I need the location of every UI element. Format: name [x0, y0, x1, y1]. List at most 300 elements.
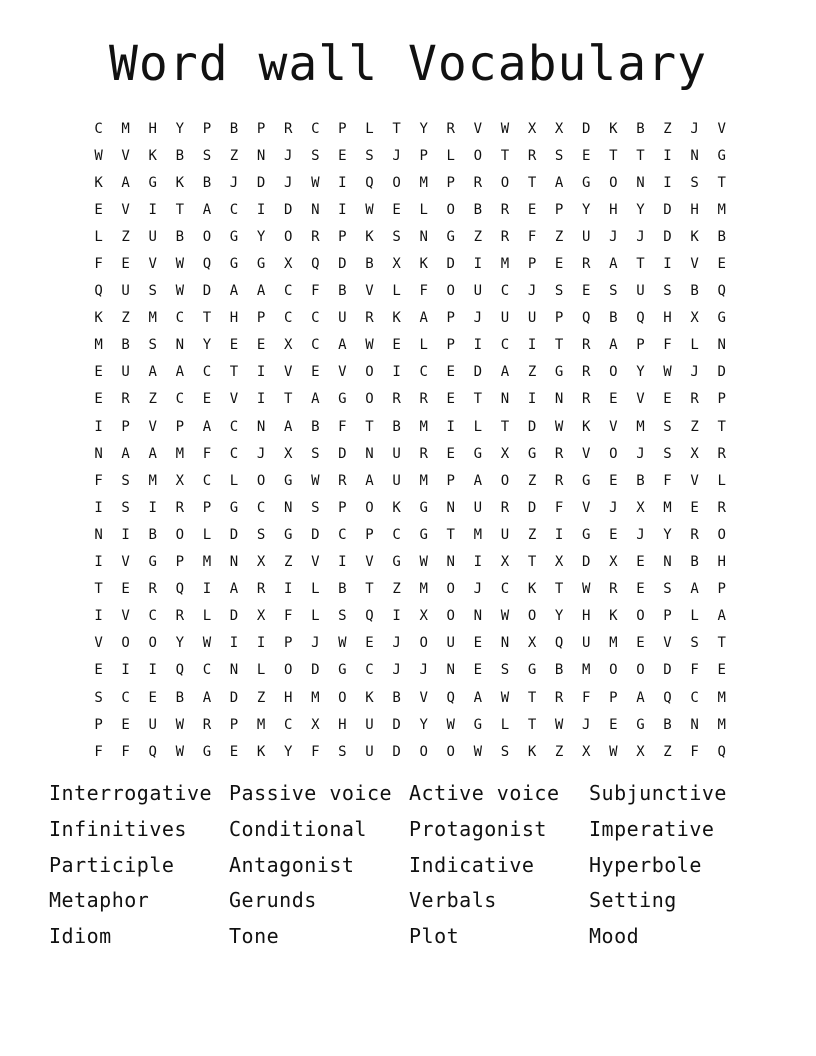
grid-letter: N — [446, 554, 455, 571]
grid-letter: C — [202, 364, 212, 381]
grid-letter: E — [94, 201, 103, 218]
grid-letter: W — [365, 337, 374, 354]
grid-letter: D — [717, 364, 726, 381]
grid-letter: R — [554, 689, 564, 706]
grid-letter: V — [473, 120, 483, 137]
grid-letter: O — [446, 608, 455, 625]
grid-letter: B — [392, 418, 401, 435]
grid-letter: E — [609, 716, 618, 733]
grid-letter: S — [121, 499, 130, 516]
grid-letter: N — [175, 337, 185, 354]
grid-letter: A — [283, 418, 293, 435]
grid-letter: N — [256, 147, 266, 164]
grid-letter: T — [554, 581, 564, 598]
grid-letter: V — [283, 364, 293, 381]
page-title: Word wall Vocabulary — [109, 36, 707, 92]
grid-letter: F — [283, 608, 293, 625]
grid-letter: M — [636, 418, 645, 435]
grid-letter: Y — [636, 364, 645, 381]
grid-letter: E — [121, 581, 130, 598]
grid-letter: W — [311, 472, 320, 489]
grid-letter: R — [446, 120, 455, 137]
grid-letter: C — [256, 499, 266, 516]
word-list-item: Active voice — [409, 781, 560, 805]
grid-letter: Z — [283, 554, 293, 571]
grid-letter: C — [121, 689, 130, 706]
grid-letter: F — [419, 283, 428, 300]
grid-letter: E — [446, 445, 455, 462]
grid-letter: N — [94, 526, 103, 543]
grid-letter: E — [527, 201, 537, 218]
grid-letter: Z — [554, 743, 564, 760]
grid-letter: J — [283, 174, 293, 191]
grid-letter: R — [473, 174, 483, 191]
grid-letter: E — [582, 283, 591, 300]
grid-letter: L — [311, 608, 320, 625]
grid-letter: G — [338, 662, 347, 679]
grid-letter: A — [175, 364, 185, 381]
grid-letter: D — [582, 120, 591, 137]
grid-letter: S — [148, 337, 157, 354]
grid-letter: V — [338, 364, 347, 381]
grid-letter: V — [582, 445, 591, 462]
grid-letter: D — [392, 743, 401, 760]
grid-letter: C — [229, 418, 239, 435]
grid-letter: E — [636, 581, 645, 598]
grid-letter: E — [473, 662, 483, 679]
grid-letter: B — [392, 689, 401, 706]
grid-letter: Y — [554, 608, 564, 625]
grid-letter: D — [527, 418, 537, 435]
grid-letter: S — [311, 499, 320, 516]
grid-letter: T — [500, 418, 510, 435]
grid-letter: W — [500, 689, 510, 706]
grid-letter: G — [527, 445, 537, 462]
grid-letter: H — [663, 310, 672, 327]
grid-letter: A — [229, 581, 239, 598]
word-list-item: Participle — [49, 852, 175, 877]
grid-letter: Z — [527, 472, 537, 489]
grid-letter: J — [609, 228, 618, 245]
grid-letter: X — [283, 337, 293, 354]
grid-letter: T — [500, 147, 510, 164]
grid-letter: B — [636, 472, 645, 489]
grid-letter: Q — [94, 283, 103, 300]
grid-letter: E — [446, 364, 455, 381]
grid-letter: E — [392, 337, 401, 354]
grid-letter: N — [283, 499, 293, 516]
grid-letter: N — [663, 554, 672, 571]
grid-letter: V — [419, 689, 428, 706]
grid-letter: T — [365, 418, 374, 435]
grid-letter: Z — [229, 147, 239, 164]
grid-letter: J — [473, 581, 483, 598]
grid-letter: D — [582, 554, 591, 571]
grid-letter: R — [175, 608, 185, 625]
grid-letter: K — [175, 174, 185, 191]
grid-letter: L — [717, 472, 726, 489]
grid-letter: C — [229, 201, 239, 218]
grid-letter: O — [283, 228, 293, 245]
grid-letter: X — [419, 608, 428, 625]
grid-letter: A — [609, 256, 618, 273]
grid-letter: X — [582, 743, 591, 760]
grid-letter: X — [690, 310, 699, 327]
grid-letter: D — [229, 526, 239, 543]
grid-letter: G — [338, 391, 347, 408]
grid-letter: I — [283, 581, 293, 598]
grid-letter: X — [527, 120, 537, 137]
grid-letter: K — [392, 310, 401, 327]
grid-letter: P — [717, 391, 726, 408]
grid-letter: A — [636, 689, 645, 706]
grid-letter: E — [690, 499, 699, 516]
grid-letter: H — [229, 310, 239, 327]
grid-letter: G — [419, 526, 428, 543]
grid-letter: C — [690, 689, 699, 706]
grid-letter: E — [473, 635, 483, 652]
grid-letter: Y — [175, 635, 185, 652]
grid-letter: W — [609, 743, 618, 760]
grid-letter: B — [175, 147, 185, 164]
grid-letter: D — [663, 201, 672, 218]
grid-letter: I — [446, 418, 455, 435]
grid-letter: R — [419, 445, 428, 462]
grid-letter: R — [582, 391, 591, 408]
grid-letter: T — [717, 174, 726, 191]
grid-letter: J — [311, 635, 320, 652]
grid-letter: X — [527, 635, 537, 652]
word-list-item: Interrogative — [49, 781, 213, 805]
grid-letter: I — [94, 554, 103, 571]
grid-letter: V — [94, 635, 103, 652]
grid-letter: U — [392, 472, 401, 489]
grid-letter: G — [148, 554, 157, 571]
grid-letter: S — [121, 472, 130, 489]
grid-letter: G — [636, 716, 645, 733]
grid-letter: G — [148, 174, 157, 191]
word-list-item: Metaphor — [49, 888, 150, 913]
grid-letter: R — [283, 120, 293, 137]
word-list-item: Conditional — [229, 816, 367, 841]
grid-letter: V — [121, 608, 130, 625]
grid-letter: X — [392, 256, 401, 273]
grid-letter: A — [256, 283, 266, 300]
grid-letter: U — [527, 310, 537, 327]
grid-letter: E — [609, 472, 618, 489]
grid-letter: G — [717, 310, 726, 327]
grid-letter: W — [554, 418, 564, 435]
grid-letter: P — [202, 120, 212, 137]
grid-letter: G — [256, 256, 266, 273]
grid-letter: L — [500, 716, 510, 733]
grid-letter: P — [419, 147, 428, 164]
grid-letter: S — [365, 147, 374, 164]
grid-letter: T — [446, 526, 455, 543]
grid-letter: D — [338, 256, 347, 273]
grid-letter: J — [636, 228, 645, 245]
grid-letter: S — [554, 147, 564, 164]
grid-letter: K — [527, 581, 537, 598]
grid-letter: E — [94, 662, 103, 679]
grid-letter: H — [338, 716, 347, 733]
grid-letter: G — [582, 174, 591, 191]
grid-letter: S — [338, 743, 347, 760]
grid-letter: V — [365, 554, 374, 571]
grid-letter: E — [554, 256, 564, 273]
grid-letter: K — [582, 418, 591, 435]
grid-letter: B — [175, 689, 185, 706]
grid-letter: A — [717, 608, 726, 625]
grid-letter: O — [446, 201, 455, 218]
grid-letter: N — [419, 228, 428, 245]
grid-letter: S — [311, 445, 320, 462]
grid-letter: O — [446, 283, 455, 300]
grid-letter: V — [365, 283, 374, 300]
grid-letter: P — [256, 120, 266, 137]
grid-letter: P — [338, 499, 347, 516]
grid-letter: Q — [311, 256, 320, 273]
grid-letter: O — [446, 581, 455, 598]
grid-letter: Q — [175, 581, 185, 598]
grid-letter: D — [527, 499, 537, 516]
grid-letter: W — [175, 283, 185, 300]
word-list-item: Infinitives — [49, 816, 187, 841]
grid-letter: Q — [365, 608, 374, 625]
grid-letter: D — [311, 526, 320, 543]
grid-letter: C — [202, 472, 212, 489]
grid-letter: L — [94, 228, 103, 245]
word-list-item: Imperative — [589, 816, 715, 841]
grid-letter: D — [663, 662, 672, 679]
grid-letter: R — [256, 581, 266, 598]
grid-letter: Z — [148, 391, 157, 408]
grid-letter: B — [636, 120, 645, 137]
grid-letter: I — [94, 608, 103, 625]
grid-letter: F — [663, 472, 672, 489]
grid-letter: N — [500, 635, 510, 652]
grid-letter: U — [446, 635, 455, 652]
grid-letter: L — [202, 608, 212, 625]
grid-letter: X — [256, 608, 266, 625]
grid-letter: P — [609, 689, 618, 706]
grid-letter: V — [717, 120, 726, 137]
grid-letter: P — [256, 310, 266, 327]
grid-letter: F — [663, 337, 672, 354]
grid-letter: N — [554, 391, 564, 408]
grid-letter: A — [121, 174, 130, 191]
grid-letter: X — [311, 716, 320, 733]
grid-letter: W — [202, 635, 212, 652]
grid-letter: R — [311, 228, 320, 245]
grid-letter: K — [365, 689, 374, 706]
grid-letter: V — [148, 256, 157, 273]
grid-letter: I — [338, 554, 347, 571]
grid-letter: L — [311, 581, 320, 598]
grid-letter: T — [527, 689, 537, 706]
grid-letter: I — [256, 635, 266, 652]
grid-letter: B — [365, 256, 374, 273]
grid-letter: R — [717, 445, 726, 462]
grid-letter: I — [392, 608, 401, 625]
grid-letter: O — [500, 472, 510, 489]
grid-letter: B — [338, 283, 347, 300]
grid-letter: E — [717, 256, 726, 273]
grid-letter: S — [663, 283, 672, 300]
grid-letter: A — [338, 337, 347, 354]
grid-letter: O — [365, 391, 374, 408]
grid-letter: R — [121, 391, 130, 408]
grid-letter: I — [473, 337, 483, 354]
grid-letter: K — [392, 499, 401, 516]
grid-letter: N — [636, 174, 645, 191]
grid-letter: B — [148, 526, 157, 543]
grid-letter: V — [121, 147, 130, 164]
grid-letter: A — [554, 174, 564, 191]
grid-letter: U — [473, 499, 483, 516]
grid-letter: X — [636, 499, 645, 516]
letter-grid — [85, 115, 735, 765]
grid-letter: C — [500, 283, 510, 300]
grid-letter: X — [609, 554, 618, 571]
grid-letter: K — [527, 743, 537, 760]
grid-letter: J — [690, 120, 699, 137]
grid-letter: B — [175, 228, 185, 245]
grid-letter: Z — [663, 120, 672, 137]
grid-letter: P — [446, 472, 455, 489]
grid-letter: E — [311, 364, 320, 381]
grid-letter: M — [148, 310, 157, 327]
grid-letter: D — [473, 364, 483, 381]
grid-letter: L — [202, 526, 212, 543]
grid-letter: O — [365, 364, 374, 381]
grid-letter: V — [636, 391, 645, 408]
grid-letter: Y — [636, 201, 645, 218]
grid-letter: M — [419, 472, 428, 489]
grid-letter: W — [582, 581, 591, 598]
grid-letter: C — [229, 445, 239, 462]
grid-letter: S — [338, 608, 347, 625]
grid-letter: I — [663, 256, 672, 273]
grid-letter: A — [609, 337, 618, 354]
grid-letter: F — [94, 472, 103, 489]
grid-letter: N — [256, 418, 266, 435]
grid-letter: Q — [175, 662, 185, 679]
grid-letter: G — [202, 743, 212, 760]
grid-letter: C — [175, 391, 185, 408]
grid-letter: W — [446, 716, 455, 733]
grid-letter: C — [392, 526, 401, 543]
grid-letter: T — [283, 391, 293, 408]
grid-letter: S — [256, 526, 266, 543]
grid-letter: F — [554, 499, 564, 516]
grid-letter: Q — [446, 689, 455, 706]
grid-letter: O — [636, 608, 645, 625]
grid-letter: N — [365, 445, 374, 462]
grid-letter: O — [392, 174, 401, 191]
word-list-item: Hyperbole — [589, 852, 702, 877]
grid-letter: F — [311, 743, 320, 760]
grid-letter: B — [717, 228, 726, 245]
grid-letter: B — [690, 283, 699, 300]
grid-letter: R — [500, 499, 510, 516]
grid-letter: O — [473, 147, 483, 164]
grid-letter: N — [94, 445, 103, 462]
grid-letter: O — [338, 689, 347, 706]
grid-letter: C — [283, 310, 293, 327]
grid-letter: K — [94, 174, 103, 191]
grid-letter: U — [500, 310, 510, 327]
grid-letter: L — [392, 283, 401, 300]
grid-letter: E — [609, 526, 618, 543]
grid-letter: O — [500, 174, 510, 191]
grid-letter: J — [419, 662, 428, 679]
grid-letter: T — [636, 147, 645, 164]
grid-letter: E — [121, 716, 130, 733]
grid-letter: K — [94, 310, 103, 327]
grid-letter: H — [283, 689, 293, 706]
grid-letter: O — [283, 662, 293, 679]
grid-letter: D — [283, 201, 293, 218]
grid-letter: S — [311, 147, 320, 164]
grid-letter: P — [338, 120, 347, 137]
grid-letter: I — [392, 364, 401, 381]
grid-letter: A — [229, 283, 239, 300]
grid-letter: L — [473, 418, 483, 435]
grid-letter: M — [717, 689, 726, 706]
grid-letter: R — [392, 391, 401, 408]
grid-letter: M — [148, 472, 157, 489]
grid-letter: C — [311, 337, 320, 354]
grid-letter: K — [148, 147, 157, 164]
grid-letter: W — [311, 174, 320, 191]
grid-letter: O — [636, 662, 645, 679]
grid-letter: S — [663, 581, 672, 598]
grid-letter: T — [175, 201, 185, 218]
grid-letter: O — [148, 635, 157, 652]
grid-letter: U — [121, 283, 130, 300]
grid-letter: V — [121, 554, 130, 571]
grid-letter: W — [554, 716, 564, 733]
grid-letter: E — [365, 635, 374, 652]
grid-letter: T — [202, 310, 212, 327]
grid-letter: X — [554, 120, 564, 137]
grid-letter: M — [94, 337, 103, 354]
grid-letter: I — [527, 337, 537, 354]
grid-letter: O — [609, 445, 618, 462]
grid-letter: N — [690, 716, 699, 733]
grid-letter: J — [392, 662, 401, 679]
grid-letter: U — [500, 526, 510, 543]
grid-letter: E — [609, 391, 618, 408]
grid-letter: O — [202, 228, 212, 245]
grid-letter: X — [175, 472, 185, 489]
grid-letter: C — [175, 310, 185, 327]
grid-letter: U — [582, 228, 591, 245]
grid-letter: U — [338, 310, 347, 327]
grid-letter: P — [717, 581, 726, 598]
grid-letter: E — [229, 337, 239, 354]
grid-letter: V — [663, 635, 672, 652]
grid-letter: Q — [582, 310, 591, 327]
grid-letter: W — [500, 120, 510, 137]
grid-letter: E — [148, 689, 157, 706]
grid-letter: A — [121, 445, 130, 462]
grid-letter: L — [446, 147, 455, 164]
grid-letter: X — [283, 445, 293, 462]
grid-letter: T — [527, 554, 537, 571]
grid-letter: T — [527, 716, 537, 733]
